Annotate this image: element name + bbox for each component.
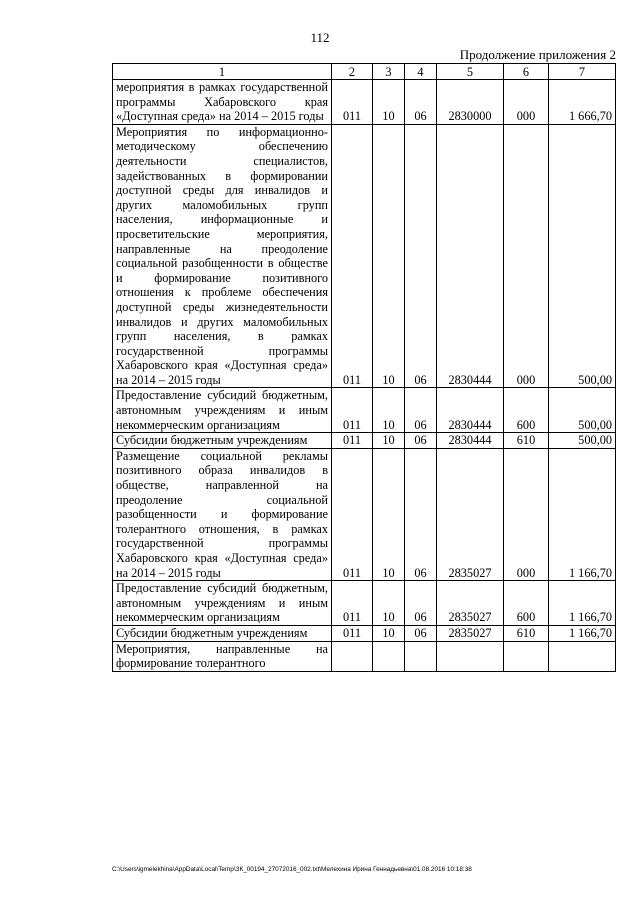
cell-col7: 500,00 [549, 388, 616, 433]
cell-col3: 10 [373, 625, 405, 641]
row-name: Мероприятия по информационно-методическому обеспечению деятельности специалистов, задействованных в формировании доступной среды для инвалидов и других маломобильных групп населения, информационные и просветительские мероприятия, направленные на преодоление социальной разобщенности в обществе и формирование позитивного отношения к проблеме обеспечения доступной среды жизнедеятельности инвалидов и других маломобильных групп населения, в рамках государственной программы Хабаровского края «Доступная среда» на 2014 – 2015 годы [113, 124, 332, 388]
cell-col3: 10 [373, 80, 405, 125]
column-header: 5 [437, 64, 504, 80]
header-row [113, 64, 616, 80]
cell-col3: 10 [373, 581, 405, 626]
cell-col5: 2835027 [437, 581, 504, 626]
cell-col6: 600 [504, 581, 549, 626]
cell-col6: 000 [504, 124, 549, 388]
table-row [113, 448, 616, 580]
cell-col7: 1 666,70 [549, 80, 616, 125]
cell-col6: 610 [504, 433, 549, 449]
cell-col6 [504, 641, 549, 671]
column-header: 6 [504, 64, 549, 80]
table-row [113, 433, 616, 449]
cell-col4: 06 [405, 581, 437, 626]
cell-col4: 06 [405, 124, 437, 388]
cell-col3: 10 [373, 124, 405, 388]
cell-col3 [373, 641, 405, 671]
cell-col4: 06 [405, 80, 437, 125]
cell-col5: 2835027 [437, 448, 504, 580]
cell-col6: 000 [504, 448, 549, 580]
cell-col7: 1 166,70 [549, 625, 616, 641]
cell-col5: 2830000 [437, 80, 504, 125]
column-header: 1 [113, 64, 332, 80]
cell-col2 [332, 641, 373, 671]
row-name: Субсидии бюджетным учреждениям [113, 625, 332, 641]
row-name: мероприятия в рамках государственной программы Хабаровского края «Доступная среда» на 2014 – 2015 годы [113, 80, 332, 125]
table-row [113, 80, 616, 125]
table-row [113, 641, 616, 671]
cell-col2: 011 [332, 124, 373, 388]
table-row [113, 581, 616, 626]
cell-col4: 06 [405, 433, 437, 449]
cell-col6: 000 [504, 80, 549, 125]
budget-table [112, 63, 616, 672]
cell-col2: 011 [332, 581, 373, 626]
row-name: Размещение социальной рекламы позитивного образа инвалидов в обществе, направленной на преодоление социальной разобщенности и формирование толерантного отношения, в рамках государственной программы Хабаровского края «Доступная среда» на 2014 – 2015 годы [113, 448, 332, 580]
cell-col3: 10 [373, 448, 405, 580]
column-header: 4 [405, 64, 437, 80]
column-header: 2 [332, 64, 373, 80]
cell-col5: 2835027 [437, 625, 504, 641]
row-name: Субсидии бюджетным учреждениям [113, 433, 332, 449]
column-header: 3 [373, 64, 405, 80]
cell-col5: 2830444 [437, 433, 504, 449]
row-name: Предоставление субсидий бюджетным, автономным учреждениям и иным некоммерческим организациям [113, 388, 332, 433]
cell-col7: 500,00 [549, 433, 616, 449]
table-row [113, 625, 616, 641]
cell-col4: 06 [405, 625, 437, 641]
row-name: Предоставление субсидий бюджетным, автономным учреждениям и иным некоммерческим организациям [113, 581, 332, 626]
continuation-label: Продолжение приложения 2 [459, 47, 616, 62]
cell-col5: 2830444 [437, 388, 504, 433]
cell-col7: 1 166,70 [549, 448, 616, 580]
cell-col2: 011 [332, 448, 373, 580]
cell-col2: 011 [332, 80, 373, 125]
cell-col7: 1 166,70 [549, 581, 616, 626]
cell-col2: 011 [332, 433, 373, 449]
cell-col6: 600 [504, 388, 549, 433]
file-path-footer: C:\Users\igmelekhina\AppData\Local\Temp\ЗК_00194_27072016_002.txt\Мелехина Ирина Геннадьевна\01.08.2016 10:18:38 [112, 866, 472, 873]
table-row [113, 124, 616, 388]
cell-col7 [549, 641, 616, 671]
cell-col3: 10 [373, 388, 405, 433]
cell-col5 [437, 641, 504, 671]
cell-col3: 10 [373, 433, 405, 449]
table-row [113, 388, 616, 433]
cell-col2: 011 [332, 625, 373, 641]
row-name: Мероприятия, направленные на формирование толерантного [113, 641, 332, 671]
cell-col5: 2830444 [437, 124, 504, 388]
cell-col2: 011 [332, 388, 373, 433]
page-number: 112 [310, 30, 330, 45]
cell-col6: 610 [504, 625, 549, 641]
column-header: 7 [549, 64, 616, 80]
cell-col7: 500,00 [549, 124, 616, 388]
cell-col4: 06 [405, 388, 437, 433]
cell-col4: 06 [405, 448, 437, 580]
cell-col4 [405, 641, 437, 671]
